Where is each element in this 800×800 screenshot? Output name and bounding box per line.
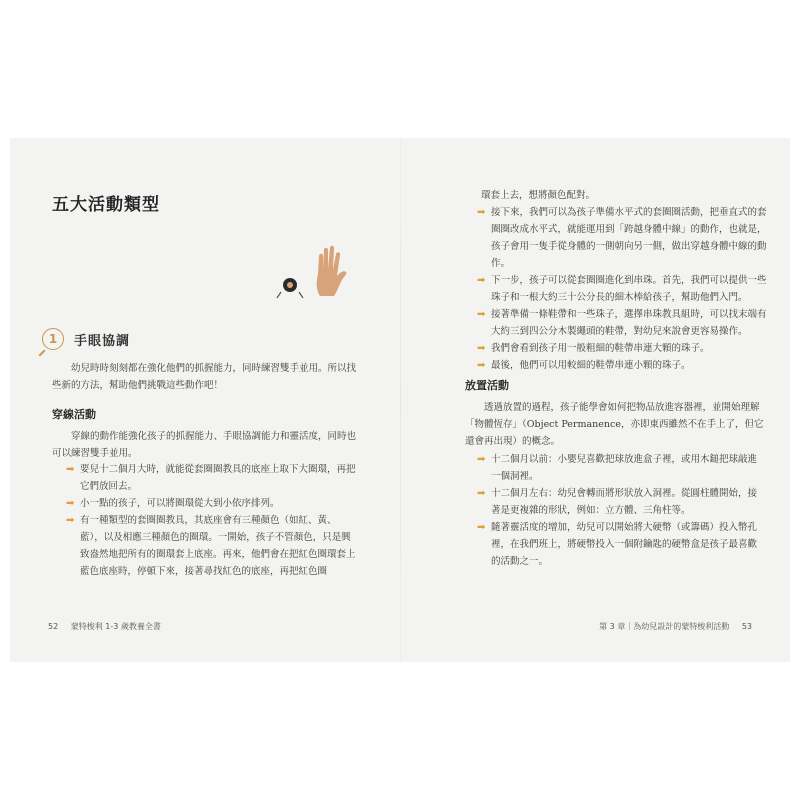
magnifier-icon — [42, 328, 64, 350]
intro-paragraph: 幼兒時時刻刻都在強化他們的抓握能力，同時練習雙手並用。所以找些新的方法，幫助他們挑戰這些動作吧！ — [52, 363, 357, 391]
arrow-right-icon: ➡ — [66, 515, 75, 526]
arrow-right-icon: ➡ — [477, 343, 486, 354]
chapter-label: 第 3 章｜為幼兒設計的蒙特梭利活動 — [599, 622, 730, 631]
section-number: 1 — [48, 332, 58, 346]
page-number: 52 — [48, 622, 59, 631]
arrow-right-icon: ➡ — [477, 275, 486, 286]
hand-icon — [317, 246, 347, 296]
arrow-right-icon: ➡ — [66, 498, 75, 509]
threading-paragraph: 穿線的動作能強化孩子的抓握能力、手眼協調能力和靈活度，同時也可以練習雙手並用。 — [52, 431, 357, 459]
list-item: ➡ 下一步，孩子可以從套圈圈進化到串珠。首先，我們可以提供一些珠子和一根大約三十公分長的細木棒給孩子，幫助他們入門。 — [477, 272, 767, 306]
list-item: ➡ 十二個月左右：幼兒會轉而將形狀放入洞裡。從圓柱體開始，接著是更複雜的形狀，例如：立方體、三角柱等。 — [477, 485, 765, 519]
left-footer — [48, 621, 171, 632]
list-item: ➡ 十二個月以前：小嬰兒喜歡把球放進盒子裡，或用木鎚把球敲進一個洞裡。 — [477, 451, 765, 485]
list-item: ➡ 隨著靈活度的增加，幼兒可以開始將大硬幣（或籌碼）投入幣孔裡，在我們班上，將硬幣投入一個附鑰匙的硬幣盒是孩子最喜歡的活動之一。 — [477, 519, 765, 570]
arrow-right-icon: ➡ — [477, 309, 486, 320]
list-item: ➡ 接著準備一條鞋帶和一些珠子，選擇串珠教具組時，可以找末端有大約三到四公分木製繩頭的鞋帶，對幼兒來說會更容易操作。 — [477, 306, 767, 340]
arrow-right-icon: ➡ — [477, 522, 486, 533]
subheading-threading: 穿線活動 — [52, 408, 96, 421]
list-item: ➡ 小一點的孩子，可以將圈環從大到小依序排列。 — [66, 495, 358, 512]
section-title: 手眼協調 — [74, 333, 131, 349]
bead-icon — [277, 278, 303, 298]
list-item: ➡ 最後，他們可以用較細的鞋帶串連小顆的珠子。 — [477, 357, 767, 374]
arrow-right-icon: ➡ — [477, 488, 486, 499]
right-footer — [589, 621, 752, 632]
page-number: 53 — [741, 622, 752, 631]
placing-bullet-list — [477, 451, 765, 570]
arrow-right-icon: ➡ — [477, 454, 486, 465]
book-spread — [10, 138, 790, 662]
arrow-right-icon: ➡ — [477, 360, 486, 371]
book-title: 蒙特梭利 1-3 歲教養全書 — [70, 622, 161, 631]
placing-paragraph: 透過放置的過程，孩子能學會如何把物品放進容器裡，並開始理解「物體恆存」（Object Permanence，亦即東西雖然不在手上了，但它還會再出現）的概念。 — [465, 402, 764, 447]
threading-bullet-list — [66, 461, 358, 580]
hand-illustration — [272, 240, 352, 300]
list-item: ➡ 有一種類型的套圈圈教具，其底座會有三種顏色（如紅、黃、藍），以及相應三種顏色的圈環。一開始，孩子不管顏色，只是興致盎然地把所有的圈環套上底座。再來，他們會在把紅色圈環套上藍色底座時，停頓下來，接著尋找紅色的底座，再把紅色圈 — [66, 512, 358, 580]
chapter-title: 五大活動類型 — [52, 195, 160, 215]
right-page — [401, 138, 790, 662]
continued-text: 環套上去，想將顏色配對。 — [481, 190, 596, 201]
list-item: ➡ 接下來，我們可以為孩子準備水平式的套圈圈活動，把垂直式的套圈圈改成水平式，就能運用到「跨越身體中線」的動作，也就是，孩子會用一隻手從身體的一側朝向另一側，做出穿越身體中線的動作。 — [477, 204, 767, 272]
list-item: ➡ 要兒十二個月大時，就能從套圈圈教具的底座上取下大圈環，再把它們放回去。 — [66, 461, 358, 495]
left-page — [10, 138, 400, 662]
arrow-right-icon: ➡ — [66, 464, 75, 475]
section-heading — [42, 328, 130, 350]
threading-bullet-list-continued — [477, 204, 767, 374]
subheading-placing: 放置活動 — [465, 379, 509, 392]
list-item: ➡ 我們會看到孩子用一般粗細的鞋帶串連大顆的珠子。 — [477, 340, 767, 357]
arrow-right-icon: ➡ — [477, 207, 486, 218]
